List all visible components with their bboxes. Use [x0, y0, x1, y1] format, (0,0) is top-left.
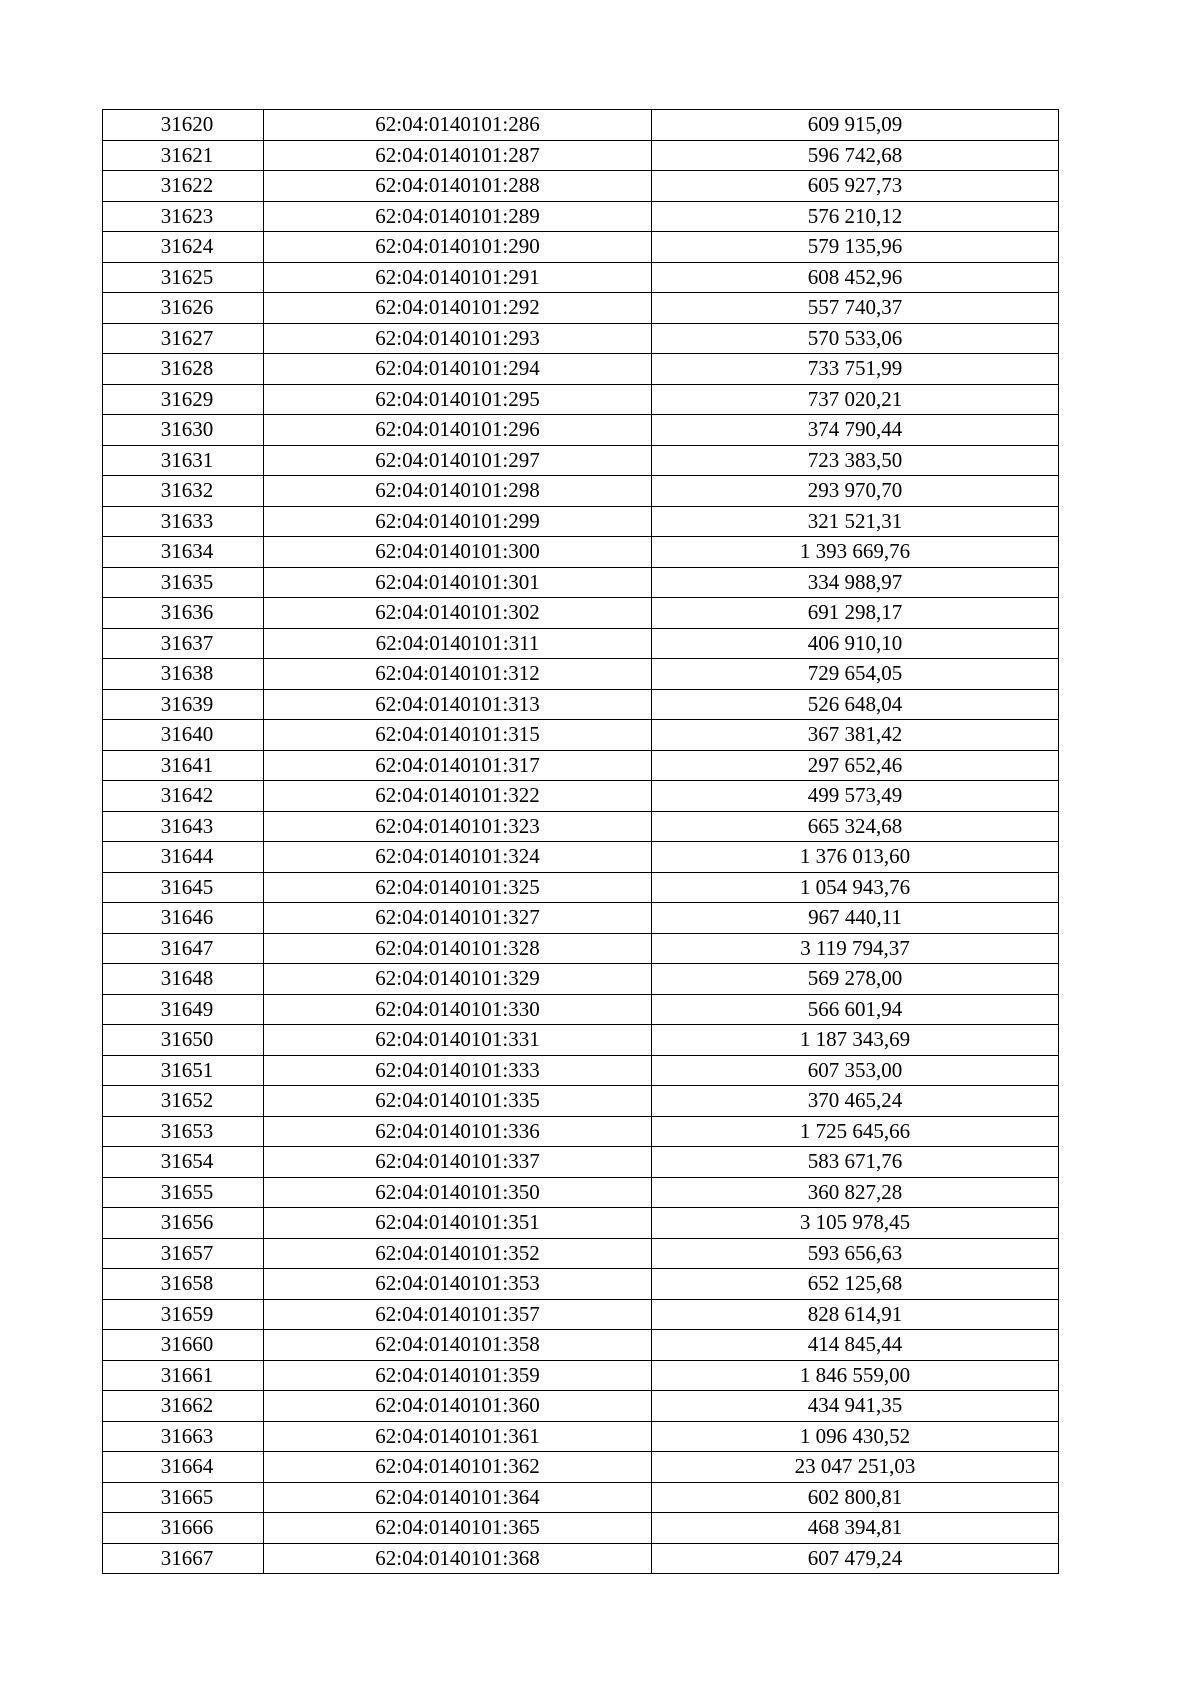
row-number-cell: 31657: [103, 1238, 264, 1269]
row-number-cell: 31656: [103, 1208, 264, 1239]
cadastral-value-cell: 1 725 645,66: [652, 1116, 1059, 1147]
cadastral-value-cell: 828 614,91: [652, 1299, 1059, 1330]
cadastral-number-cell: 62:04:0140101:322: [264, 781, 652, 812]
table-row: [103, 1177, 1059, 1208]
cadastral-number-cell: 62:04:0140101:294: [264, 354, 652, 385]
table-row: [103, 293, 1059, 324]
table-row: [103, 476, 1059, 507]
row-number-cell: 31633: [103, 506, 264, 537]
cadastral-number-cell: 62:04:0140101:312: [264, 659, 652, 690]
cadastral-number-cell: 62:04:0140101:301: [264, 567, 652, 598]
table-row: [103, 567, 1059, 598]
cadastral-value-cell: 579 135,96: [652, 232, 1059, 263]
cadastral-number-cell: 62:04:0140101:313: [264, 689, 652, 720]
cadastral-value-cell: 434 941,35: [652, 1391, 1059, 1422]
cadastral-number-cell: 62:04:0140101:330: [264, 994, 652, 1025]
cadastral-number-cell: 62:04:0140101:300: [264, 537, 652, 568]
row-number-cell: 31653: [103, 1116, 264, 1147]
table-row: [103, 537, 1059, 568]
table-row: [103, 903, 1059, 934]
row-number-cell: 31642: [103, 781, 264, 812]
row-number-cell: 31665: [103, 1482, 264, 1513]
cadastral-number-cell: 62:04:0140101:351: [264, 1208, 652, 1239]
cadastral-number-cell: 62:04:0140101:317: [264, 750, 652, 781]
table-row: [103, 1330, 1059, 1361]
cadastral-value-cell: 569 278,00: [652, 964, 1059, 995]
row-number-cell: 31623: [103, 201, 264, 232]
cadastral-number-cell: 62:04:0140101:289: [264, 201, 652, 232]
row-number-cell: 31634: [103, 537, 264, 568]
row-number-cell: 31628: [103, 354, 264, 385]
cadastral-value-cell: 1 054 943,76: [652, 872, 1059, 903]
cadastral-value-cell: 334 988,97: [652, 567, 1059, 598]
cadastral-number-cell: 62:04:0140101:299: [264, 506, 652, 537]
row-number-cell: 31649: [103, 994, 264, 1025]
cadastral-number-cell: 62:04:0140101:361: [264, 1421, 652, 1452]
cadastral-value-cell: 608 452,96: [652, 262, 1059, 293]
row-number-cell: 31647: [103, 933, 264, 964]
table-row: [103, 933, 1059, 964]
cadastral-number-cell: 62:04:0140101:292: [264, 293, 652, 324]
row-number-cell: 31631: [103, 445, 264, 476]
cadastral-value-cell: 468 394,81: [652, 1513, 1059, 1544]
cadastral-value-cell: 1 096 430,52: [652, 1421, 1059, 1452]
cadastral-value-cell: 360 827,28: [652, 1177, 1059, 1208]
cadastral-value-cell: 602 800,81: [652, 1482, 1059, 1513]
cadastral-number-cell: 62:04:0140101:291: [264, 262, 652, 293]
cadastral-value-cell: 1 187 343,69: [652, 1025, 1059, 1056]
cadastral-value-cell: 967 440,11: [652, 903, 1059, 934]
cadastral-value-cell: 691 298,17: [652, 598, 1059, 629]
cadastral-number-cell: 62:04:0140101:298: [264, 476, 652, 507]
table-body: [103, 110, 1059, 1574]
row-number-cell: 31646: [103, 903, 264, 934]
cadastral-number-cell: 62:04:0140101:315: [264, 720, 652, 751]
table-row: [103, 1055, 1059, 1086]
cadastral-number-cell: 62:04:0140101:336: [264, 1116, 652, 1147]
row-number-cell: 31636: [103, 598, 264, 629]
row-number-cell: 31630: [103, 415, 264, 446]
cadastral-number-cell: 62:04:0140101:357: [264, 1299, 652, 1330]
cadastral-number-cell: 62:04:0140101:362: [264, 1452, 652, 1483]
row-number-cell: 31635: [103, 567, 264, 598]
row-number-cell: 31621: [103, 140, 264, 171]
table-row: [103, 1513, 1059, 1544]
table-row: [103, 1543, 1059, 1574]
table-row: [103, 964, 1059, 995]
cadastral-value-cell: 1 393 669,76: [652, 537, 1059, 568]
table-row: [103, 598, 1059, 629]
table-row: [103, 415, 1059, 446]
row-number-cell: 31652: [103, 1086, 264, 1117]
cadastral-value-cell: 729 654,05: [652, 659, 1059, 690]
cadastral-value-cell: 665 324,68: [652, 811, 1059, 842]
cadastral-value-cell: 297 652,46: [652, 750, 1059, 781]
table-row: [103, 171, 1059, 202]
row-number-cell: 31643: [103, 811, 264, 842]
table-row: [103, 811, 1059, 842]
cadastral-number-cell: 62:04:0140101:360: [264, 1391, 652, 1422]
cadastral-number-cell: 62:04:0140101:329: [264, 964, 652, 995]
row-number-cell: 31632: [103, 476, 264, 507]
cadastral-value-cell: 499 573,49: [652, 781, 1059, 812]
cadastral-value-cell: 593 656,63: [652, 1238, 1059, 1269]
cadastral-number-cell: 62:04:0140101:368: [264, 1543, 652, 1574]
cadastral-value-cell: 526 648,04: [652, 689, 1059, 720]
cadastral-number-cell: 62:04:0140101:325: [264, 872, 652, 903]
row-number-cell: 31651: [103, 1055, 264, 1086]
cadastral-number-cell: 62:04:0140101:353: [264, 1269, 652, 1300]
table-row: [103, 1086, 1059, 1117]
row-number-cell: 31655: [103, 1177, 264, 1208]
row-number-cell: 31660: [103, 1330, 264, 1361]
cadastral-number-cell: 62:04:0140101:364: [264, 1482, 652, 1513]
cadastral-value-cell: 609 915,09: [652, 110, 1059, 141]
row-number-cell: 31638: [103, 659, 264, 690]
table-row: [103, 262, 1059, 293]
table-row: [103, 354, 1059, 385]
table-row: [103, 842, 1059, 873]
table-row: [103, 872, 1059, 903]
table-row: [103, 1452, 1059, 1483]
cadastral-value-cell: 3 105 978,45: [652, 1208, 1059, 1239]
table-row: [103, 1025, 1059, 1056]
row-number-cell: 31627: [103, 323, 264, 354]
cadastral-number-cell: 62:04:0140101:287: [264, 140, 652, 171]
cadastral-value-cell: 737 020,21: [652, 384, 1059, 415]
cadastral-number-cell: 62:04:0140101:359: [264, 1360, 652, 1391]
cadastral-value-cell: 652 125,68: [652, 1269, 1059, 1300]
cadastral-number-cell: 62:04:0140101:335: [264, 1086, 652, 1117]
cadastral-number-cell: 62:04:0140101:293: [264, 323, 652, 354]
cadastral-value-cell: 374 790,44: [652, 415, 1059, 446]
cadastral-number-cell: 62:04:0140101:302: [264, 598, 652, 629]
table-row: [103, 720, 1059, 751]
row-number-cell: 31645: [103, 872, 264, 903]
row-number-cell: 31640: [103, 720, 264, 751]
table-row: [103, 1208, 1059, 1239]
cadastral-number-cell: 62:04:0140101:358: [264, 1330, 652, 1361]
row-number-cell: 31625: [103, 262, 264, 293]
table-row: [103, 1391, 1059, 1422]
cadastral-value-cell: 576 210,12: [652, 201, 1059, 232]
table-row: [103, 628, 1059, 659]
row-number-cell: 31637: [103, 628, 264, 659]
row-number-cell: 31650: [103, 1025, 264, 1056]
row-number-cell: 31658: [103, 1269, 264, 1300]
cadastral-number-cell: 62:04:0140101:324: [264, 842, 652, 873]
row-number-cell: 31666: [103, 1513, 264, 1544]
cadastral-number-cell: 62:04:0140101:350: [264, 1177, 652, 1208]
cadastral-number-cell: 62:04:0140101:311: [264, 628, 652, 659]
cadastral-number-cell: 62:04:0140101:333: [264, 1055, 652, 1086]
table-row: [103, 110, 1059, 141]
table-row: [103, 994, 1059, 1025]
cadastral-number-cell: 62:04:0140101:328: [264, 933, 652, 964]
row-number-cell: 31622: [103, 171, 264, 202]
row-number-cell: 31663: [103, 1421, 264, 1452]
cadastral-number-cell: 62:04:0140101:288: [264, 171, 652, 202]
cadastral-value-cell: 23 047 251,03: [652, 1452, 1059, 1483]
table-row: [103, 1116, 1059, 1147]
row-number-cell: 31648: [103, 964, 264, 995]
cadastral-value-cell: 406 910,10: [652, 628, 1059, 659]
cadastral-number-cell: 62:04:0140101:295: [264, 384, 652, 415]
cadastral-value-table: [102, 109, 1059, 1574]
cadastral-value-cell: 414 845,44: [652, 1330, 1059, 1361]
table-row: [103, 1482, 1059, 1513]
cadastral-value-cell: 566 601,94: [652, 994, 1059, 1025]
cadastral-number-cell: 62:04:0140101:286: [264, 110, 652, 141]
row-number-cell: 31667: [103, 1543, 264, 1574]
table-row: [103, 1147, 1059, 1178]
row-number-cell: 31641: [103, 750, 264, 781]
cadastral-value-cell: 607 353,00: [652, 1055, 1059, 1086]
table-row: [103, 750, 1059, 781]
cadastral-number-cell: 62:04:0140101:365: [264, 1513, 652, 1544]
cadastral-value-cell: 367 381,42: [652, 720, 1059, 751]
cadastral-value-cell: 607 479,24: [652, 1543, 1059, 1574]
cadastral-number-cell: 62:04:0140101:327: [264, 903, 652, 934]
cadastral-value-cell: 583 671,76: [652, 1147, 1059, 1178]
cadastral-value-cell: 293 970,70: [652, 476, 1059, 507]
table-row: [103, 506, 1059, 537]
cadastral-value-cell: 557 740,37: [652, 293, 1059, 324]
cadastral-number-cell: 62:04:0140101:331: [264, 1025, 652, 1056]
table-row: [103, 689, 1059, 720]
row-number-cell: 31654: [103, 1147, 264, 1178]
table-row: [103, 781, 1059, 812]
table-row: [103, 232, 1059, 263]
table-row: [103, 1360, 1059, 1391]
row-number-cell: 31662: [103, 1391, 264, 1422]
cadastral-number-cell: 62:04:0140101:352: [264, 1238, 652, 1269]
table-row: [103, 323, 1059, 354]
cadastral-value-cell: 605 927,73: [652, 171, 1059, 202]
table-row: [103, 384, 1059, 415]
cadastral-number-cell: 62:04:0140101:323: [264, 811, 652, 842]
cadastral-number-cell: 62:04:0140101:297: [264, 445, 652, 476]
cadastral-value-cell: 3 119 794,37: [652, 933, 1059, 964]
table-row: [103, 1299, 1059, 1330]
cadastral-value-cell: 1 846 559,00: [652, 1360, 1059, 1391]
cadastral-value-cell: 370 465,24: [652, 1086, 1059, 1117]
table-row: [103, 1269, 1059, 1300]
cadastral-value-cell: 570 533,06: [652, 323, 1059, 354]
cadastral-value-cell: 321 521,31: [652, 506, 1059, 537]
cadastral-value-cell: 596 742,68: [652, 140, 1059, 171]
row-number-cell: 31644: [103, 842, 264, 873]
row-number-cell: 31629: [103, 384, 264, 415]
table-row: [103, 140, 1059, 171]
row-number-cell: 31659: [103, 1299, 264, 1330]
table-row: [103, 201, 1059, 232]
cadastral-number-cell: 62:04:0140101:296: [264, 415, 652, 446]
row-number-cell: 31664: [103, 1452, 264, 1483]
table-row: [103, 445, 1059, 476]
row-number-cell: 31661: [103, 1360, 264, 1391]
cadastral-value-cell: 723 383,50: [652, 445, 1059, 476]
table-row: [103, 659, 1059, 690]
table-row: [103, 1421, 1059, 1452]
row-number-cell: 31639: [103, 689, 264, 720]
cadastral-number-cell: 62:04:0140101:290: [264, 232, 652, 263]
row-number-cell: 31624: [103, 232, 264, 263]
row-number-cell: 31626: [103, 293, 264, 324]
cadastral-number-cell: 62:04:0140101:337: [264, 1147, 652, 1178]
row-number-cell: 31620: [103, 110, 264, 141]
table-row: [103, 1238, 1059, 1269]
cadastral-value-cell: 733 751,99: [652, 354, 1059, 385]
cadastral-value-cell: 1 376 013,60: [652, 842, 1059, 873]
